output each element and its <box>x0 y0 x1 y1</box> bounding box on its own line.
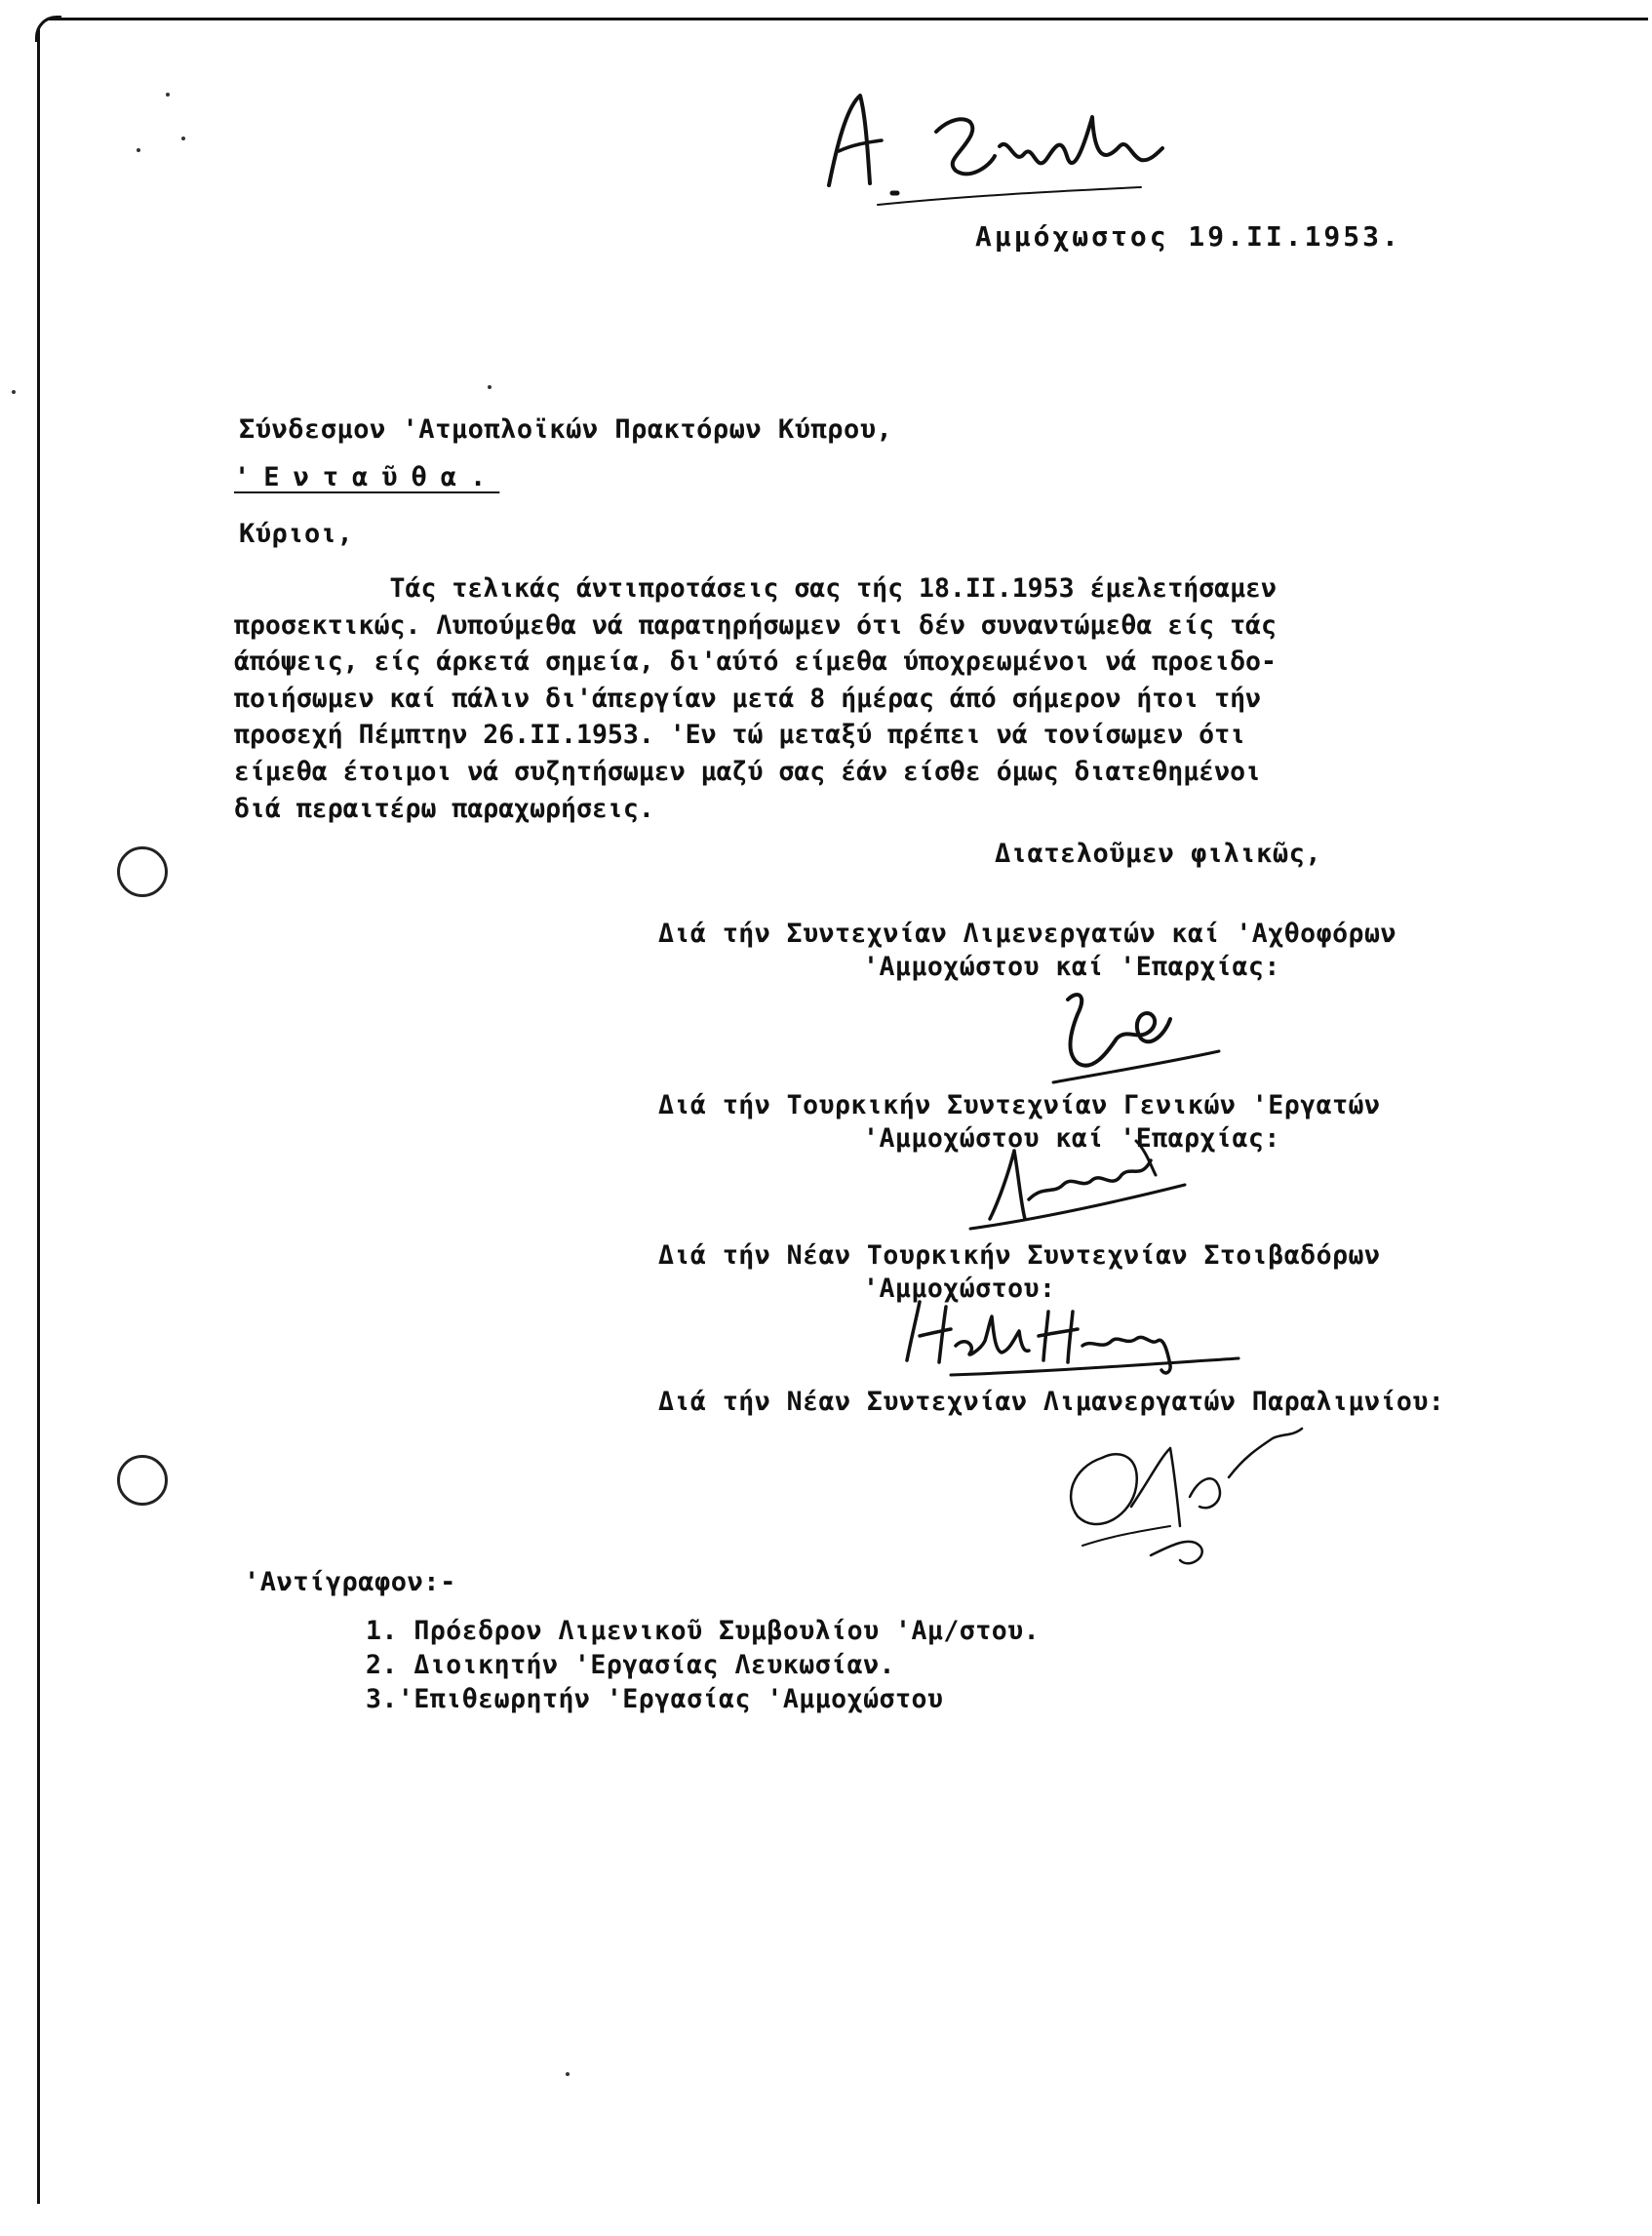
copy-recipient: 3.'Επιθεωρητήν 'Εργασίας 'Αμμοχώστου <box>366 1684 944 1714</box>
addressee-line: Σύνδεσμον 'Ατμοπλοϊκών Πρακτόρων Κύπρου, <box>239 414 893 445</box>
paper-speck <box>488 385 492 389</box>
copy-recipient: 1. Πρόεδρον Λιμενικοῦ Συμβουλίου 'Αμ/στου. <box>366 1616 1041 1646</box>
signature-2 <box>961 1131 1204 1238</box>
body-line: προσεκτικώς. Λυπούμεθα νά παρατηρήσωμεν ότι δέν συναντώμεθα είς τάς <box>234 609 1277 641</box>
paper-speck <box>12 390 16 394</box>
page-top-border <box>49 18 1648 20</box>
addressee-location: 'Ενταῦθα. <box>234 462 500 492</box>
closing-line: Διατελοῦμεν φιλικῶς, <box>995 839 1322 869</box>
paper-speck <box>566 2072 570 2076</box>
letter-body <box>234 570 1580 827</box>
page-left-border <box>37 29 40 2204</box>
signature-4 <box>1043 1419 1336 1575</box>
copies-label: 'Αντίγραφον:- <box>244 1567 456 1597</box>
signature-1 <box>1048 985 1243 1092</box>
copy-recipient: 2. Διοικητήν 'Εργασίας Λευκωσίαν. <box>366 1650 895 1680</box>
signatory-4-line-1: Διά τήν Νέαν Συντεχνίαν Λιμανεργατών Παραλιμνίου: <box>658 1387 1445 1417</box>
signatory-1-line-2: 'Αμμοχώστου καί 'Επαρχίας: <box>863 952 1280 982</box>
paper-speck <box>137 148 140 152</box>
body-line: ποιήσωμεν καί πάλιν δι'άπεργίαν μετά 8 ήμέρας άπό σήμερον ήτοι τήν <box>234 683 1261 714</box>
date-line: Αμμόχωστος 19.II.1953. <box>975 220 1401 253</box>
body-line: είμεθα έτοιμοι νά συζητήσωμεν μαζύ σας έάν είσθε όμως διατεθημένοι <box>234 756 1261 787</box>
punch-hole-upper <box>117 846 168 897</box>
handwritten-note <box>809 78 1219 215</box>
signatory-3-line-1: Διά τήν Νέαν Τουρκικήν Συντεχνίαν Στοιβαδόρων <box>658 1240 1381 1271</box>
signatory-2-line-2: 'Αμμοχώστου καί 'Επαρχίας: <box>863 1123 1280 1154</box>
paper-speck <box>166 93 170 97</box>
punch-hole-lower <box>117 1455 168 1506</box>
salutation: Κύριοι, <box>239 519 354 549</box>
paper-speck <box>181 137 185 140</box>
body-line: διά περαιτέρω παραχωρήσεις. <box>234 793 654 824</box>
body-line: άπόψεις, είς άρκετά σημεία, δι'αύτό είμεθα ύποχρεωμένοι νά προειδο- <box>234 647 1277 678</box>
signature-3 <box>892 1292 1253 1380</box>
signatory-3-line-2: 'Αμμοχώστου: <box>863 1274 1056 1304</box>
body-line: Τάς τελικάς άντιπροτάσεις σας τής 18.II.1953 έμελετήσαμεν <box>234 573 1277 604</box>
signatory-1-line-1: Διά τήν Συντεχνίαν Λιμενεργατών καί 'Αχθοφόρων <box>658 919 1396 949</box>
body-line: προσεχή Πέμπτην 26.II.1953. 'Εν τώ μεταξύ πρέπει νά τονίσωμεν ότι <box>234 720 1246 751</box>
signatory-2-line-1: Διά τήν Τουρκικήν Συντεχνίαν Γενικών 'Εργατών <box>658 1090 1381 1120</box>
